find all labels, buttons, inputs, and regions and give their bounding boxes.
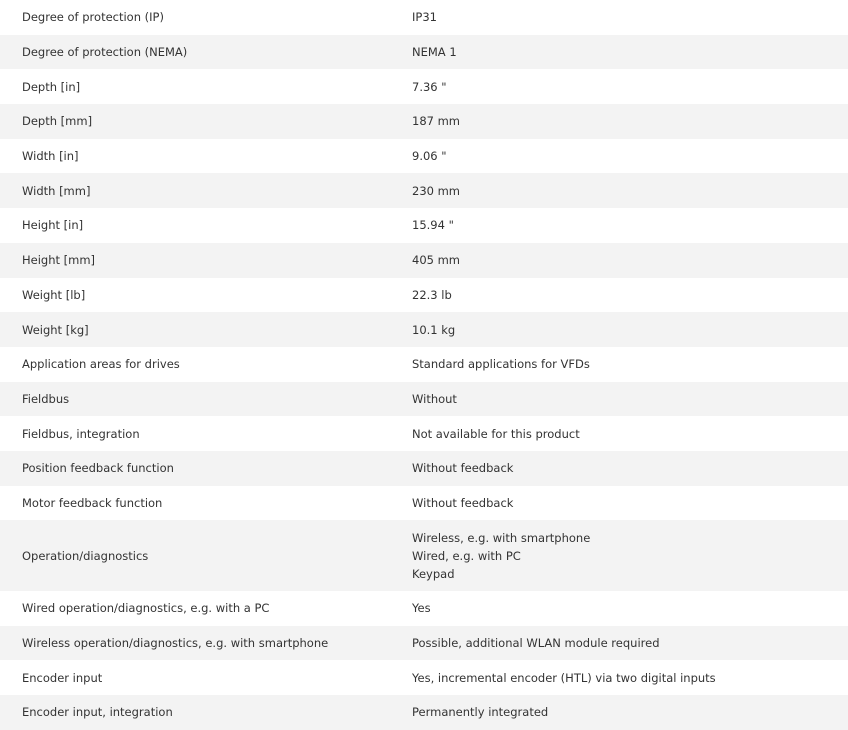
spec-label: Height [mm] <box>22 253 96 268</box>
spec-value: Yes, incremental encoder (HTL) via two digital inputs <box>412 670 716 685</box>
spec-label: Encoder input, integration <box>22 705 173 720</box>
spec-row <box>0 278 848 313</box>
spec-row <box>0 486 848 521</box>
spec-row <box>0 104 848 139</box>
spec-row <box>0 695 848 730</box>
spec-row <box>0 312 848 347</box>
spec-label: Degree of protection (NEMA) <box>22 45 188 60</box>
spec-label: Weight [kg] <box>22 322 89 337</box>
spec-label: Fieldbus <box>22 391 70 406</box>
spec-label: Encoder input <box>22 670 103 685</box>
spec-row <box>0 520 848 591</box>
spec-label: Application areas for drives <box>22 357 180 372</box>
spec-value-item: Wired, e.g. with PC <box>412 548 521 563</box>
spec-value: 22.3 lb <box>412 287 452 302</box>
spec-row <box>0 626 848 661</box>
spec-row <box>0 243 848 278</box>
spec-value: Standard applications for VFDs <box>412 357 590 372</box>
spec-value: 187 mm <box>412 114 461 129</box>
spec-row <box>0 591 848 626</box>
spec-row <box>0 35 848 70</box>
spec-label: Wired operation/diagnostics, e.g. with a PC <box>22 601 270 616</box>
spec-label: Degree of protection (IP) <box>22 10 164 25</box>
spec-value-item: Keypad <box>412 566 455 581</box>
spec-value: 230 mm <box>412 183 461 198</box>
spec-row <box>0 69 848 104</box>
spec-label: Depth [mm] <box>22 114 93 129</box>
spec-row <box>0 0 848 35</box>
spec-row <box>0 208 848 243</box>
spec-value: Not available for this product <box>412 426 580 441</box>
spec-value: Without feedback <box>412 461 514 476</box>
spec-row <box>0 660 848 695</box>
spec-label: Motor feedback function <box>22 495 163 510</box>
spec-label: Width [in] <box>22 149 79 164</box>
spec-label: Fieldbus, integration <box>22 426 140 441</box>
spec-row <box>0 173 848 208</box>
spec-row <box>0 416 848 451</box>
spec-value: Without feedback <box>412 495 514 510</box>
spec-value: 15.94 " <box>412 218 454 233</box>
spec-value: IP31 <box>412 10 437 25</box>
spec-row <box>0 347 848 382</box>
spec-value-list <box>412 529 848 583</box>
spec-value: Without <box>412 391 457 406</box>
spec-label: Depth [in] <box>22 79 81 94</box>
spec-value: 9.06 " <box>412 149 447 164</box>
spec-row <box>0 139 848 174</box>
spec-value-item: Wireless, e.g. with smartphone <box>412 530 591 545</box>
spec-label: Position feedback function <box>22 461 174 476</box>
spec-label: Weight [lb] <box>22 287 86 302</box>
spec-label: Width [mm] <box>22 183 91 198</box>
spec-row <box>0 451 848 486</box>
spec-label: Wireless operation/diagnostics, e.g. with smartphone <box>22 635 329 650</box>
spec-value: Permanently integrated <box>412 705 549 720</box>
spec-value: NEMA 1 <box>412 45 457 60</box>
spec-row <box>0 382 848 417</box>
spec-label: Operation/diagnostics <box>22 548 149 563</box>
spec-value: 10.1 kg <box>412 322 456 337</box>
spec-value: 7.36 " <box>412 79 447 94</box>
spec-value: 405 mm <box>412 253 461 268</box>
spec-value: Yes <box>412 601 431 616</box>
spec-label: Height [in] <box>22 218 84 233</box>
spec-value: Possible, additional WLAN module required <box>412 635 660 650</box>
